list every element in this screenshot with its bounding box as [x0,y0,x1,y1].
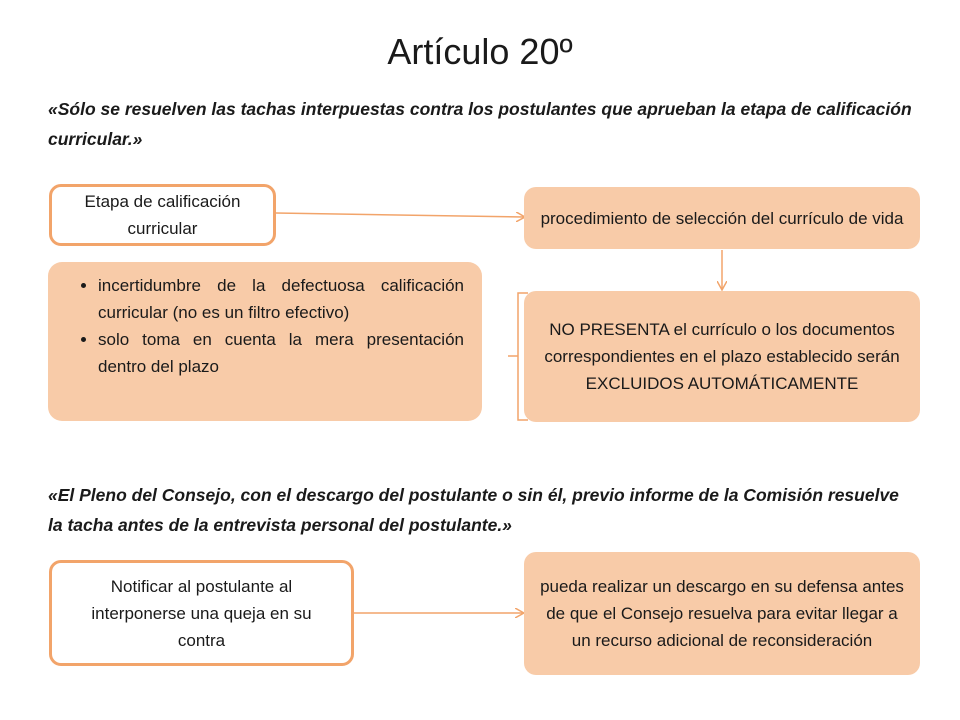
quote-top: «Sólo se resuelven las tachas interpuestas contra los postulantes que aprueban la etapa de calificación curricular.» [48,99,912,149]
bullet-box [48,262,482,421]
quote-bottom: «El Pleno del Consejo, con el descargo del postulante o sin él, previo informe de la Comisión resuelve la tacha antes de la entrevista personal del postulante.» [48,485,899,535]
box-no-presenta: NO PRESENTA el currículo o los documentos correspondientes en el plazo establecido serán EXCLUIDOS AUTOMÁTICAMENTE [524,291,920,422]
box-procedimiento-seleccion: procedimiento de selección del currículo de vida [524,187,920,249]
box-descargo: pueda realizar un descargo en su defensa antes de que el Consejo resuelva para evitar llegar a un recurso adicional de reconsideración [524,552,920,675]
arrow-etapa-to-procedimiento [276,213,524,217]
box-etapa-calificacion: Etapa de calificación curricular [49,184,276,246]
slide-title: Artículo 20º [387,31,573,72]
box-notificar-postulante: Notificar al postulante al interponerse una queja en su contra [49,560,354,666]
bullet-item-presentacion: • solo toma en cuenta la mera presentación dentro del plazo [98,326,464,380]
bullet-list [68,272,464,380]
bullet-item-incertidumbre: • incertidumbre de la defectuosa calificación curricular (no es un filtro efectivo) [98,272,464,326]
